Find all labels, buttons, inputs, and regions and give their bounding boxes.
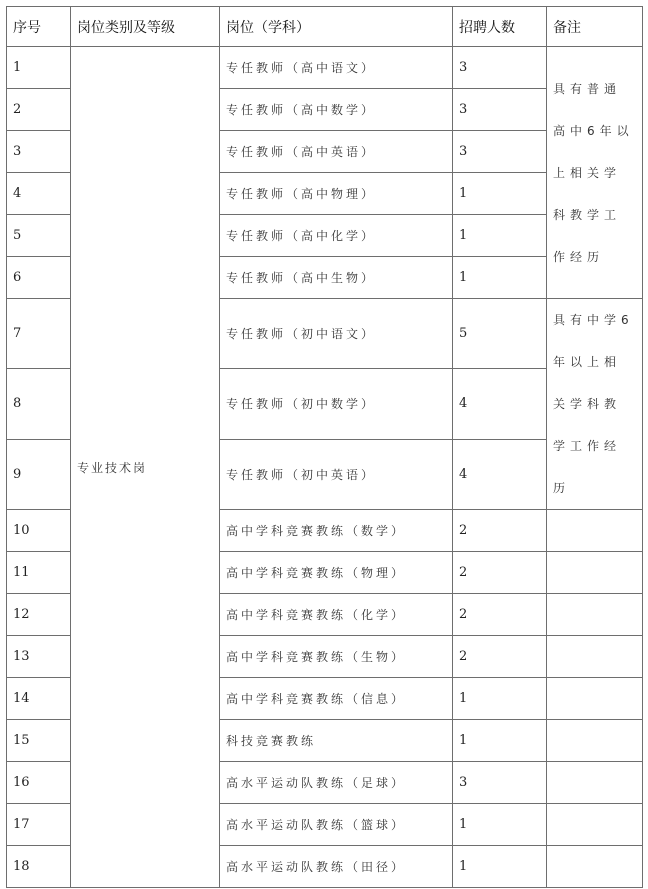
row-count: 1: [453, 678, 547, 720]
note-empty: [547, 510, 643, 552]
recruitment-table: [6, 6, 643, 888]
header-position: 岗位（学科）: [220, 7, 453, 47]
row-count: 2: [453, 636, 547, 678]
row-count: 2: [453, 510, 547, 552]
row-count: 4: [453, 369, 547, 439]
row-position: 高中学科竞赛教练（数学）: [220, 510, 453, 552]
row-no: 17: [7, 804, 71, 846]
row-count: 5: [453, 299, 547, 369]
row-position: 科技竞赛教练: [220, 720, 453, 762]
header-no: 序号: [7, 7, 71, 47]
note-high-school: 具有普通高中6年以上相关学科教学工作经历: [547, 47, 643, 299]
row-position: 专任教师（高中英语）: [220, 131, 453, 173]
row-count: 1: [453, 720, 547, 762]
header-note: 备注: [547, 7, 643, 47]
note-empty: [547, 678, 643, 720]
row-no: 7: [7, 299, 71, 369]
row-position: 专任教师（高中物理）: [220, 173, 453, 215]
row-no: 4: [7, 173, 71, 215]
row-count: 2: [453, 552, 547, 594]
row-no: 14: [7, 678, 71, 720]
row-no: 5: [7, 215, 71, 257]
row-no: 15: [7, 720, 71, 762]
row-no: 1: [7, 47, 71, 89]
table-row: [7, 47, 643, 89]
note-empty: [547, 720, 643, 762]
row-count: 1: [453, 846, 547, 888]
row-position: 高水平运动队教练（篮球）: [220, 804, 453, 846]
row-no: 2: [7, 89, 71, 131]
note-empty: [547, 804, 643, 846]
row-no: 8: [7, 369, 71, 439]
row-count: 3: [453, 762, 547, 804]
row-position: 专任教师（高中生物）: [220, 257, 453, 299]
row-position: 专任教师（高中化学）: [220, 215, 453, 257]
row-position: 高水平运动队教练（足球）: [220, 762, 453, 804]
row-count: 3: [453, 131, 547, 173]
row-count: 1: [453, 804, 547, 846]
category-cell: 专业技术岗: [71, 47, 220, 888]
row-position: 专任教师（高中语文）: [220, 47, 453, 89]
row-position: 专任教师（高中数学）: [220, 89, 453, 131]
row-no: 10: [7, 510, 71, 552]
row-no: 3: [7, 131, 71, 173]
row-position: 专任教师（初中英语）: [220, 439, 453, 509]
header-row: [7, 7, 643, 47]
row-count: 1: [453, 215, 547, 257]
note-empty: [547, 552, 643, 594]
row-position: 高中学科竞赛教练（化学）: [220, 594, 453, 636]
row-position: 高中学科竞赛教练（信息）: [220, 678, 453, 720]
row-no: 16: [7, 762, 71, 804]
row-position: 专任教师（初中数学）: [220, 369, 453, 439]
row-count: 4: [453, 439, 547, 509]
note-middle-school: 具有中学6年以上相关学科教学工作经历: [547, 299, 643, 510]
row-position: 专任教师（初中语文）: [220, 299, 453, 369]
note-empty: [547, 762, 643, 804]
note-empty: [547, 594, 643, 636]
row-position: 高中学科竞赛教练（物理）: [220, 552, 453, 594]
row-count: 3: [453, 89, 547, 131]
header-count: 招聘人数: [453, 7, 547, 47]
row-no: 13: [7, 636, 71, 678]
note-empty: [547, 846, 643, 888]
row-count: 3: [453, 47, 547, 89]
row-position: 高中学科竞赛教练（生物）: [220, 636, 453, 678]
row-no: 12: [7, 594, 71, 636]
row-position: 高水平运动队教练（田径）: [220, 846, 453, 888]
note-empty: [547, 636, 643, 678]
header-category: 岗位类别及等级: [71, 7, 220, 47]
row-no: 11: [7, 552, 71, 594]
row-no: 6: [7, 257, 71, 299]
row-count: 2: [453, 594, 547, 636]
row-count: 1: [453, 257, 547, 299]
row-no: 9: [7, 439, 71, 509]
row-count: 1: [453, 173, 547, 215]
row-no: 18: [7, 846, 71, 888]
